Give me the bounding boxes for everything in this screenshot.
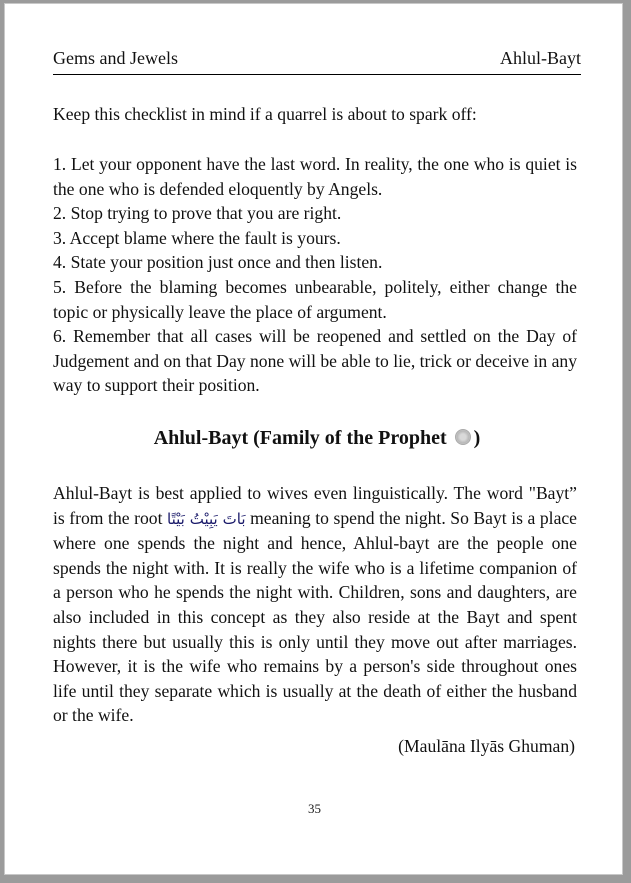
paragraph-text-2: meaning to spend the night. So Bayt is a place where one spends the night and hence, Ahlul-bayt are the people one spends the night with. It is really the wife who is a lifetime companion of a person who he spends the night with. Children, sons and daughters, are also included in this concept as they also reside at the Bayt and spent nights there but usually this is only until they move out after marriages. However, it is the wife who remains by a person's side throughout ones life until they separate which is usually at the death of either the husband or the wife. <box>53 507 577 726</box>
section-heading-close: ) <box>473 427 481 449</box>
body-paragraph <box>53 481 577 728</box>
checklist-item: 5. Before the blaming becomes unbearable, politely, either change the topic or physically leave the place of argument. <box>53 276 577 322</box>
checklist <box>53 152 577 398</box>
paragraph-text-1: Ahlul-Bayt is best applied to wives even linguistically. The word "Bayt” is from the root <box>53 483 577 528</box>
checklist-item: 6. Remember that all cases will be reopened and settled on the Day of Judgement and on that Day none will be able to lie, trick or deceive in any way to support their position. <box>53 326 577 396</box>
running-header <box>53 46 581 75</box>
quote-attribution: (Maulāna Ilyās Ghuman) <box>398 736 575 756</box>
chapter-title: Ahlul-Bayt <box>500 48 581 68</box>
page-number: 35 <box>308 801 321 816</box>
salutation-calligraphy-icon <box>455 429 471 445</box>
document-page <box>4 3 623 875</box>
checklist-item: 2. Stop trying to prove that you are right. <box>53 203 342 224</box>
arabic-root-word: بَاتَ يَبِيْتُ بَيْتًا <box>167 509 246 528</box>
intro-text: Keep this checklist in mind if a quarrel is about to spark off: <box>53 104 477 124</box>
checklist-item: 1. Let your opponent have the last word. In reality, the one who is quiet is the one who is defended eloquently by Angels. <box>53 154 577 199</box>
checklist-item: 3. Accept blame where the fault is yours. <box>53 227 341 248</box>
section-heading <box>53 424 581 452</box>
section-heading-text: Ahlul-Bayt (Family of the Prophet <box>153 427 447 449</box>
book-title: Gems and Jewels <box>53 48 178 68</box>
checklist-item: 4. State your position just once and then listen. <box>53 252 383 273</box>
